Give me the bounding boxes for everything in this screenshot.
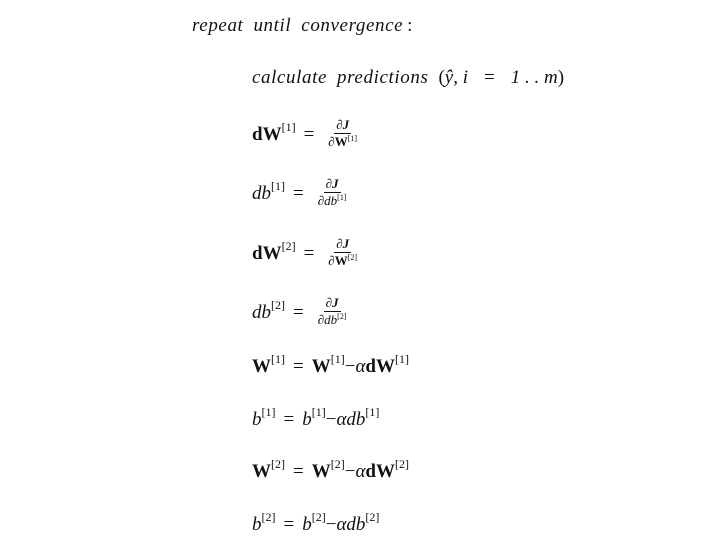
W-symbol: W (252, 356, 271, 377)
open-paren: ( (438, 67, 445, 88)
until-word: until (253, 15, 292, 36)
W-symbol: W (311, 461, 331, 482)
predictions-word: predictions (337, 67, 429, 88)
eq-dW2 (252, 236, 359, 270)
eq-W2-update (252, 457, 409, 483)
denominator: ∂W[1] (328, 134, 358, 149)
equals-sign: = (293, 461, 304, 482)
b-symbol: b (252, 514, 262, 535)
numerator: ∂J (325, 295, 339, 310)
denominator: ∂W[2] (328, 253, 358, 268)
W-symbol: W (376, 461, 395, 482)
superscript: [1] (261, 405, 276, 419)
superscript: [1] (395, 352, 409, 366)
equals-sign: = (293, 356, 304, 377)
minus-sign: − (325, 514, 337, 535)
eq-W1-update (252, 352, 409, 378)
fraction (326, 118, 359, 149)
W-symbol: W (376, 356, 395, 377)
convergence-word: convergence (301, 15, 404, 36)
b-symbol: b (252, 409, 262, 430)
numerator: ∂J (325, 176, 339, 191)
repeat-line (192, 15, 412, 37)
superscript: [2] (271, 457, 285, 471)
superscript: [2] (281, 238, 296, 253)
fraction (316, 177, 349, 208)
eq-b2-update (252, 510, 380, 536)
denominator: ∂db[2] (317, 312, 347, 327)
superscript: [2] (271, 297, 285, 312)
minus-sign: − (344, 356, 356, 377)
range: 1 . . m (510, 67, 558, 88)
eq-dW1 (252, 117, 359, 151)
superscript: [1] (281, 119, 296, 134)
superscript: [1] (330, 352, 345, 366)
fraction (316, 296, 349, 327)
alpha-symbol: α (336, 514, 347, 535)
d-symbol: d (252, 242, 263, 264)
equals-sign: = (303, 242, 315, 264)
close-paren: ) (557, 67, 565, 88)
d-symbol: d (365, 356, 376, 377)
equals-sign: = (303, 123, 315, 145)
minus-sign: − (325, 409, 337, 430)
b-symbol: b (302, 514, 312, 535)
db-symbol: db (346, 409, 366, 430)
alpha-symbol: α (355, 461, 366, 482)
equals-sign: = (293, 301, 304, 323)
fraction (326, 237, 359, 268)
denominator: ∂db[1] (317, 193, 347, 208)
numerator: ∂J (336, 236, 350, 251)
alpha-symbol: α (336, 409, 347, 430)
eq-db1 (252, 176, 348, 210)
d-symbol: d (365, 461, 376, 482)
superscript: [2] (395, 457, 409, 471)
superscript: [2] (311, 510, 326, 524)
superscript: [1] (271, 178, 285, 193)
repeat-word: repeat (192, 15, 244, 36)
W-symbol: W (252, 461, 271, 482)
superscript: [2] (365, 510, 380, 524)
comma-i: , i (453, 67, 468, 88)
equals-sign: = (283, 409, 295, 430)
eq-b1-update (252, 405, 380, 431)
W-symbol: W (262, 123, 282, 145)
db-symbol: db (252, 301, 271, 323)
equals-sign: = (283, 514, 295, 535)
eq-db2 (252, 295, 348, 329)
b-symbol: b (302, 409, 312, 430)
calculate-word: calculate (252, 67, 328, 88)
W-symbol: W (311, 356, 331, 377)
alpha-symbol: α (355, 356, 366, 377)
predictions-line (252, 67, 564, 89)
superscript: [1] (271, 352, 285, 366)
superscript: [1] (365, 405, 380, 419)
superscript: [1] (311, 405, 326, 419)
equals-sign: = (483, 67, 495, 88)
db-symbol: db (252, 182, 271, 204)
W-symbol: W (262, 242, 282, 264)
superscript: [2] (261, 510, 276, 524)
equals-sign: = (293, 182, 304, 204)
superscript: [2] (330, 457, 345, 471)
minus-sign: − (344, 461, 356, 482)
d-symbol: d (252, 123, 263, 145)
colon: : (407, 15, 413, 36)
y-hat: ŷ (444, 67, 454, 88)
numerator: ∂J (336, 117, 350, 132)
db-symbol: db (346, 514, 366, 535)
